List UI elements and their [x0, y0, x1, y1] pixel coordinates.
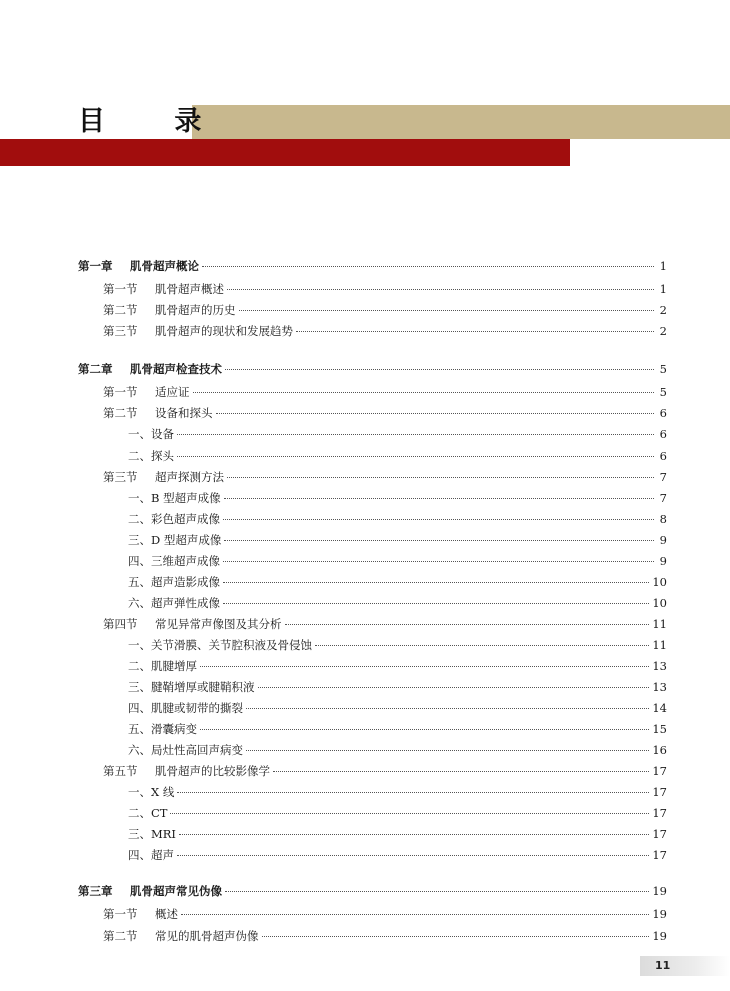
toc-entry-label: 设备和探头 — [155, 406, 213, 420]
toc-item-entry[interactable] — [128, 658, 667, 674]
toc-item-entry[interactable] — [128, 742, 667, 758]
toc-entry-page: 9 — [659, 533, 667, 547]
toc-dot-leader — [181, 914, 649, 915]
toc-section-entry[interactable] — [103, 928, 667, 944]
toc-entry-page: 7 — [659, 470, 667, 484]
toc-entry-label: 常见的肌骨超声伪像 — [155, 929, 259, 943]
toc-entry-number: 第二节 — [103, 303, 138, 317]
toc-dot-leader — [223, 603, 649, 604]
toc-item-entry[interactable] — [128, 847, 667, 863]
toc-entry-page: 10 — [652, 575, 667, 589]
toc-entry-label: 一、关节滑膜、关节腔积液及骨侵蚀 — [128, 638, 312, 652]
toc-item-entry[interactable] — [128, 700, 667, 716]
toc-dot-leader — [193, 392, 655, 393]
toc-entry-page: 1 — [659, 259, 667, 273]
toc-dot-leader — [227, 477, 654, 478]
toc-entry-label: 肌骨超声的比较影像学 — [155, 764, 270, 778]
toc-entry-label: 概述 — [155, 907, 178, 921]
toc-section-entry[interactable] — [103, 302, 667, 318]
toc-dot-leader — [225, 891, 649, 892]
toc-dot-leader — [177, 855, 649, 856]
toc-dot-leader — [200, 729, 649, 730]
toc-entry-label: 二、CT — [128, 806, 168, 820]
toc-entry-label: 肌骨超声常见伪像 — [130, 884, 222, 898]
toc-entry-page: 19 — [652, 884, 667, 898]
toc-entry-number: 第三章 — [78, 884, 113, 898]
toc-entry-page: 7 — [659, 491, 667, 505]
toc-entry-label: 六、局灶性高回声病变 — [128, 743, 243, 757]
toc-item-entry[interactable] — [128, 553, 667, 569]
toc-entry-page: 6 — [659, 449, 667, 463]
page-number-tab — [640, 956, 730, 976]
toc-dot-leader — [177, 434, 654, 435]
toc-entry-label: 三、D 型超声成像 — [128, 533, 222, 547]
toc-item-entry[interactable] — [128, 637, 667, 653]
toc-entry-page: 15 — [652, 722, 667, 736]
toc-entry-label: 一、B 型超声成像 — [128, 491, 221, 505]
toc-dot-leader — [223, 582, 649, 583]
toc-section-entry[interactable] — [103, 616, 667, 632]
page-title: 目 录 — [78, 106, 232, 137]
toc-entry-page: 17 — [652, 785, 667, 799]
toc-entry-page: 19 — [652, 929, 667, 943]
toc-entry-number: 第一章 — [78, 259, 113, 273]
toc-entry-number: 第三节 — [103, 324, 138, 338]
toc-entry-label: 肌骨超声概述 — [155, 282, 224, 296]
toc-chapter-entry[interactable] — [78, 883, 667, 899]
toc-entry-number: 第五节 — [103, 764, 138, 778]
toc-entry-page: 9 — [659, 554, 667, 568]
toc-entry-page: 2 — [659, 303, 667, 317]
toc-entry-label: 五、滑囊病变 — [128, 722, 197, 736]
toc-dot-leader — [239, 310, 655, 311]
toc-item-entry[interactable] — [128, 826, 667, 842]
toc-item-entry[interactable] — [128, 448, 667, 464]
toc-entry-label: 一、设备 — [128, 427, 174, 441]
toc-entry-page: 13 — [652, 680, 667, 694]
toc-dot-leader — [223, 519, 654, 520]
toc-entry-number: 第二节 — [103, 406, 138, 420]
toc-dot-leader — [227, 289, 654, 290]
toc-entry-page: 5 — [659, 385, 667, 399]
toc-entry-label: 四、超声 — [128, 848, 174, 862]
toc-entry-page: 6 — [659, 427, 667, 441]
toc-entry-label: 五、超声造影成像 — [128, 575, 220, 589]
toc-section-entry[interactable] — [103, 384, 667, 400]
toc-entry-label: 常见异常声像图及其分析 — [155, 617, 282, 631]
toc-item-entry[interactable] — [128, 679, 667, 695]
toc-section-entry[interactable] — [103, 281, 667, 297]
toc-entry-label: 三、腱鞘增厚或腱鞘积液 — [128, 680, 255, 694]
toc-item-entry[interactable] — [128, 511, 667, 527]
toc-dot-leader — [273, 771, 649, 772]
toc-entry-number: 第四节 — [103, 617, 138, 631]
page-number: 11 — [655, 959, 671, 972]
toc-dot-leader — [170, 813, 649, 814]
toc-chapter-entry[interactable] — [78, 258, 667, 274]
toc-section-entry[interactable] — [103, 763, 667, 779]
toc-item-entry[interactable] — [128, 721, 667, 737]
toc-dot-leader — [179, 834, 649, 835]
toc-entry-page: 8 — [659, 512, 667, 526]
toc-chapter-entry[interactable] — [78, 361, 667, 377]
toc-entry-number: 第一节 — [103, 907, 138, 921]
toc-entry-page: 14 — [652, 701, 667, 715]
toc-entry-label: 二、彩色超声成像 — [128, 512, 220, 526]
toc-dot-leader — [202, 266, 654, 267]
toc-item-entry[interactable] — [128, 574, 667, 590]
toc-dot-leader — [258, 687, 650, 688]
toc-entry-label: 二、肌腱增厚 — [128, 659, 197, 673]
toc-section-entry[interactable] — [103, 323, 667, 339]
toc-entry-label: 肌骨超声的历史 — [155, 303, 236, 317]
toc-entry-page: 6 — [659, 406, 667, 420]
toc-dot-leader — [224, 498, 654, 499]
toc-entry-page: 16 — [652, 743, 667, 757]
toc-dot-leader — [216, 413, 655, 414]
toc-section-entry[interactable] — [103, 405, 667, 421]
toc-dot-leader — [224, 540, 654, 541]
toc-entry-label: 肌骨超声概论 — [130, 259, 199, 273]
toc-entry-number: 第一节 — [103, 282, 138, 296]
toc-dot-leader — [296, 331, 654, 332]
toc-entry-page: 5 — [659, 362, 667, 376]
toc-item-entry[interactable] — [128, 805, 667, 821]
toc-entry-number: 第三节 — [103, 470, 138, 484]
toc-entry-page: 2 — [659, 324, 667, 338]
toc-dot-leader — [200, 666, 649, 667]
toc-entry-label: 适应证 — [155, 385, 190, 399]
toc-entry-label: 一、X 线 — [128, 785, 175, 799]
toc-entry-page: 17 — [652, 806, 667, 820]
toc-dot-leader — [315, 645, 649, 646]
toc-section-entry[interactable] — [103, 906, 667, 922]
toc-entry-label: 四、肌腱或韧带的撕裂 — [128, 701, 243, 715]
toc-entry-label: 四、三维超声成像 — [128, 554, 220, 568]
toc-entry-number: 第二章 — [78, 362, 113, 376]
toc-entry-number: 第一节 — [103, 385, 138, 399]
toc-entry-page: 13 — [652, 659, 667, 673]
toc-dot-leader — [223, 561, 654, 562]
toc-entry-label: 超声探测方法 — [155, 470, 224, 484]
toc-item-entry[interactable] — [128, 595, 667, 611]
toc-entry-page: 17 — [652, 764, 667, 778]
toc-item-entry[interactable] — [128, 426, 667, 442]
toc-entry-page: 17 — [652, 827, 667, 841]
toc-entry-label: 肌骨超声的现状和发展趋势 — [155, 324, 293, 338]
toc-dot-leader — [177, 792, 649, 793]
toc-section-entry[interactable] — [103, 469, 667, 485]
toc-item-entry[interactable] — [128, 490, 667, 506]
toc-entry-label: 二、探头 — [128, 449, 174, 463]
toc-item-entry[interactable] — [128, 784, 667, 800]
toc-entry-label: 三、MRI — [128, 827, 176, 841]
toc-item-entry[interactable] — [128, 532, 667, 548]
toc-entry-page: 19 — [652, 907, 667, 921]
toc-dot-leader — [246, 750, 649, 751]
toc-dot-leader — [225, 369, 654, 370]
toc-dot-leader — [285, 624, 650, 625]
toc-entry-page: 11 — [652, 638, 667, 652]
toc-entry-page: 10 — [652, 596, 667, 610]
toc-dot-leader — [262, 936, 650, 937]
toc-entry-page: 11 — [652, 617, 667, 631]
toc-dot-leader — [177, 456, 654, 457]
toc-entry-page: 17 — [652, 848, 667, 862]
toc-entry-page: 1 — [659, 282, 667, 296]
toc-entry-number: 第二节 — [103, 929, 138, 943]
toc-entry-label: 六、超声弹性成像 — [128, 596, 220, 610]
toc-entry-label: 肌骨超声检查技术 — [130, 362, 222, 376]
toc-dot-leader — [246, 708, 649, 709]
